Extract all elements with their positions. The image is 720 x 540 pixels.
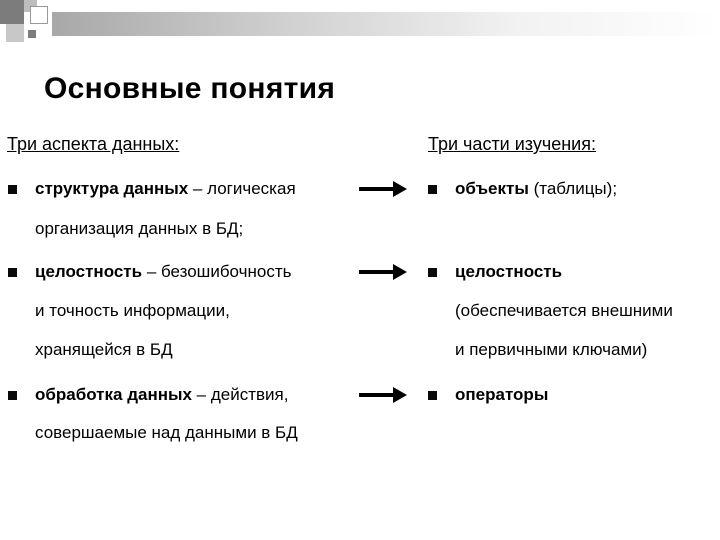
bullet-icon: [428, 268, 437, 277]
decor-square-small: [28, 30, 36, 38]
aspect-separator: –: [191, 385, 211, 404]
aspect-integrity-line2: и точность информации,: [35, 301, 230, 320]
bullet-icon: [8, 391, 17, 400]
aspect-separator: –: [142, 262, 161, 281]
part-objects-line1: [455, 179, 617, 199]
part-integrity-line1: [455, 262, 562, 282]
part-operators-term: операторы: [455, 385, 549, 404]
bullet-icon: [428, 185, 437, 194]
decor-square-light: [6, 24, 24, 42]
aspect-structure-line1: [35, 179, 296, 199]
aspect-integrity-line1: [35, 262, 291, 282]
decor-square-dark: [0, 0, 24, 24]
aspect-integrity-line3: хранящейся в БД: [35, 340, 173, 359]
aspect-structure-line2: организация данных в БД;: [35, 219, 244, 238]
aspect-structure-text: логическая: [207, 179, 296, 198]
arrow-right-icon: [357, 179, 409, 199]
arrow-right-icon: [357, 262, 409, 282]
part-integrity-term: целостность: [455, 262, 563, 281]
aspect-processing-text: действия,: [210, 385, 289, 404]
bullet-icon: [8, 268, 17, 277]
aspect-separator: –: [188, 179, 208, 198]
left-column-header: Три аспекта данных:: [7, 134, 180, 154]
bullet-icon: [428, 391, 437, 400]
slide-title: Основные понятия: [44, 72, 336, 105]
bullet-icon: [8, 185, 17, 194]
arrow-right-icon: [357, 385, 409, 405]
decor-gradient-bar: [52, 12, 720, 36]
aspect-processing-line1: [35, 385, 288, 405]
decor-square-white-outline: [30, 6, 48, 24]
aspect-structure-term: структура данных: [35, 179, 189, 198]
part-objects-text: (таблицы);: [528, 179, 618, 198]
part-integrity-line3: и первичными ключами): [455, 340, 648, 359]
aspect-processing-line2: совершаемые над данными в БД: [35, 423, 298, 442]
part-operators-line1: [455, 385, 548, 405]
part-objects-term: объекты: [455, 179, 529, 198]
aspect-integrity-text: безошибочность: [161, 262, 292, 281]
aspect-processing-term: обработка данных: [35, 385, 192, 404]
aspect-integrity-term: целостность: [35, 262, 143, 281]
part-integrity-line2: (обеспечивается внешними: [455, 301, 673, 320]
right-column-header: Три части изучения:: [428, 134, 596, 154]
